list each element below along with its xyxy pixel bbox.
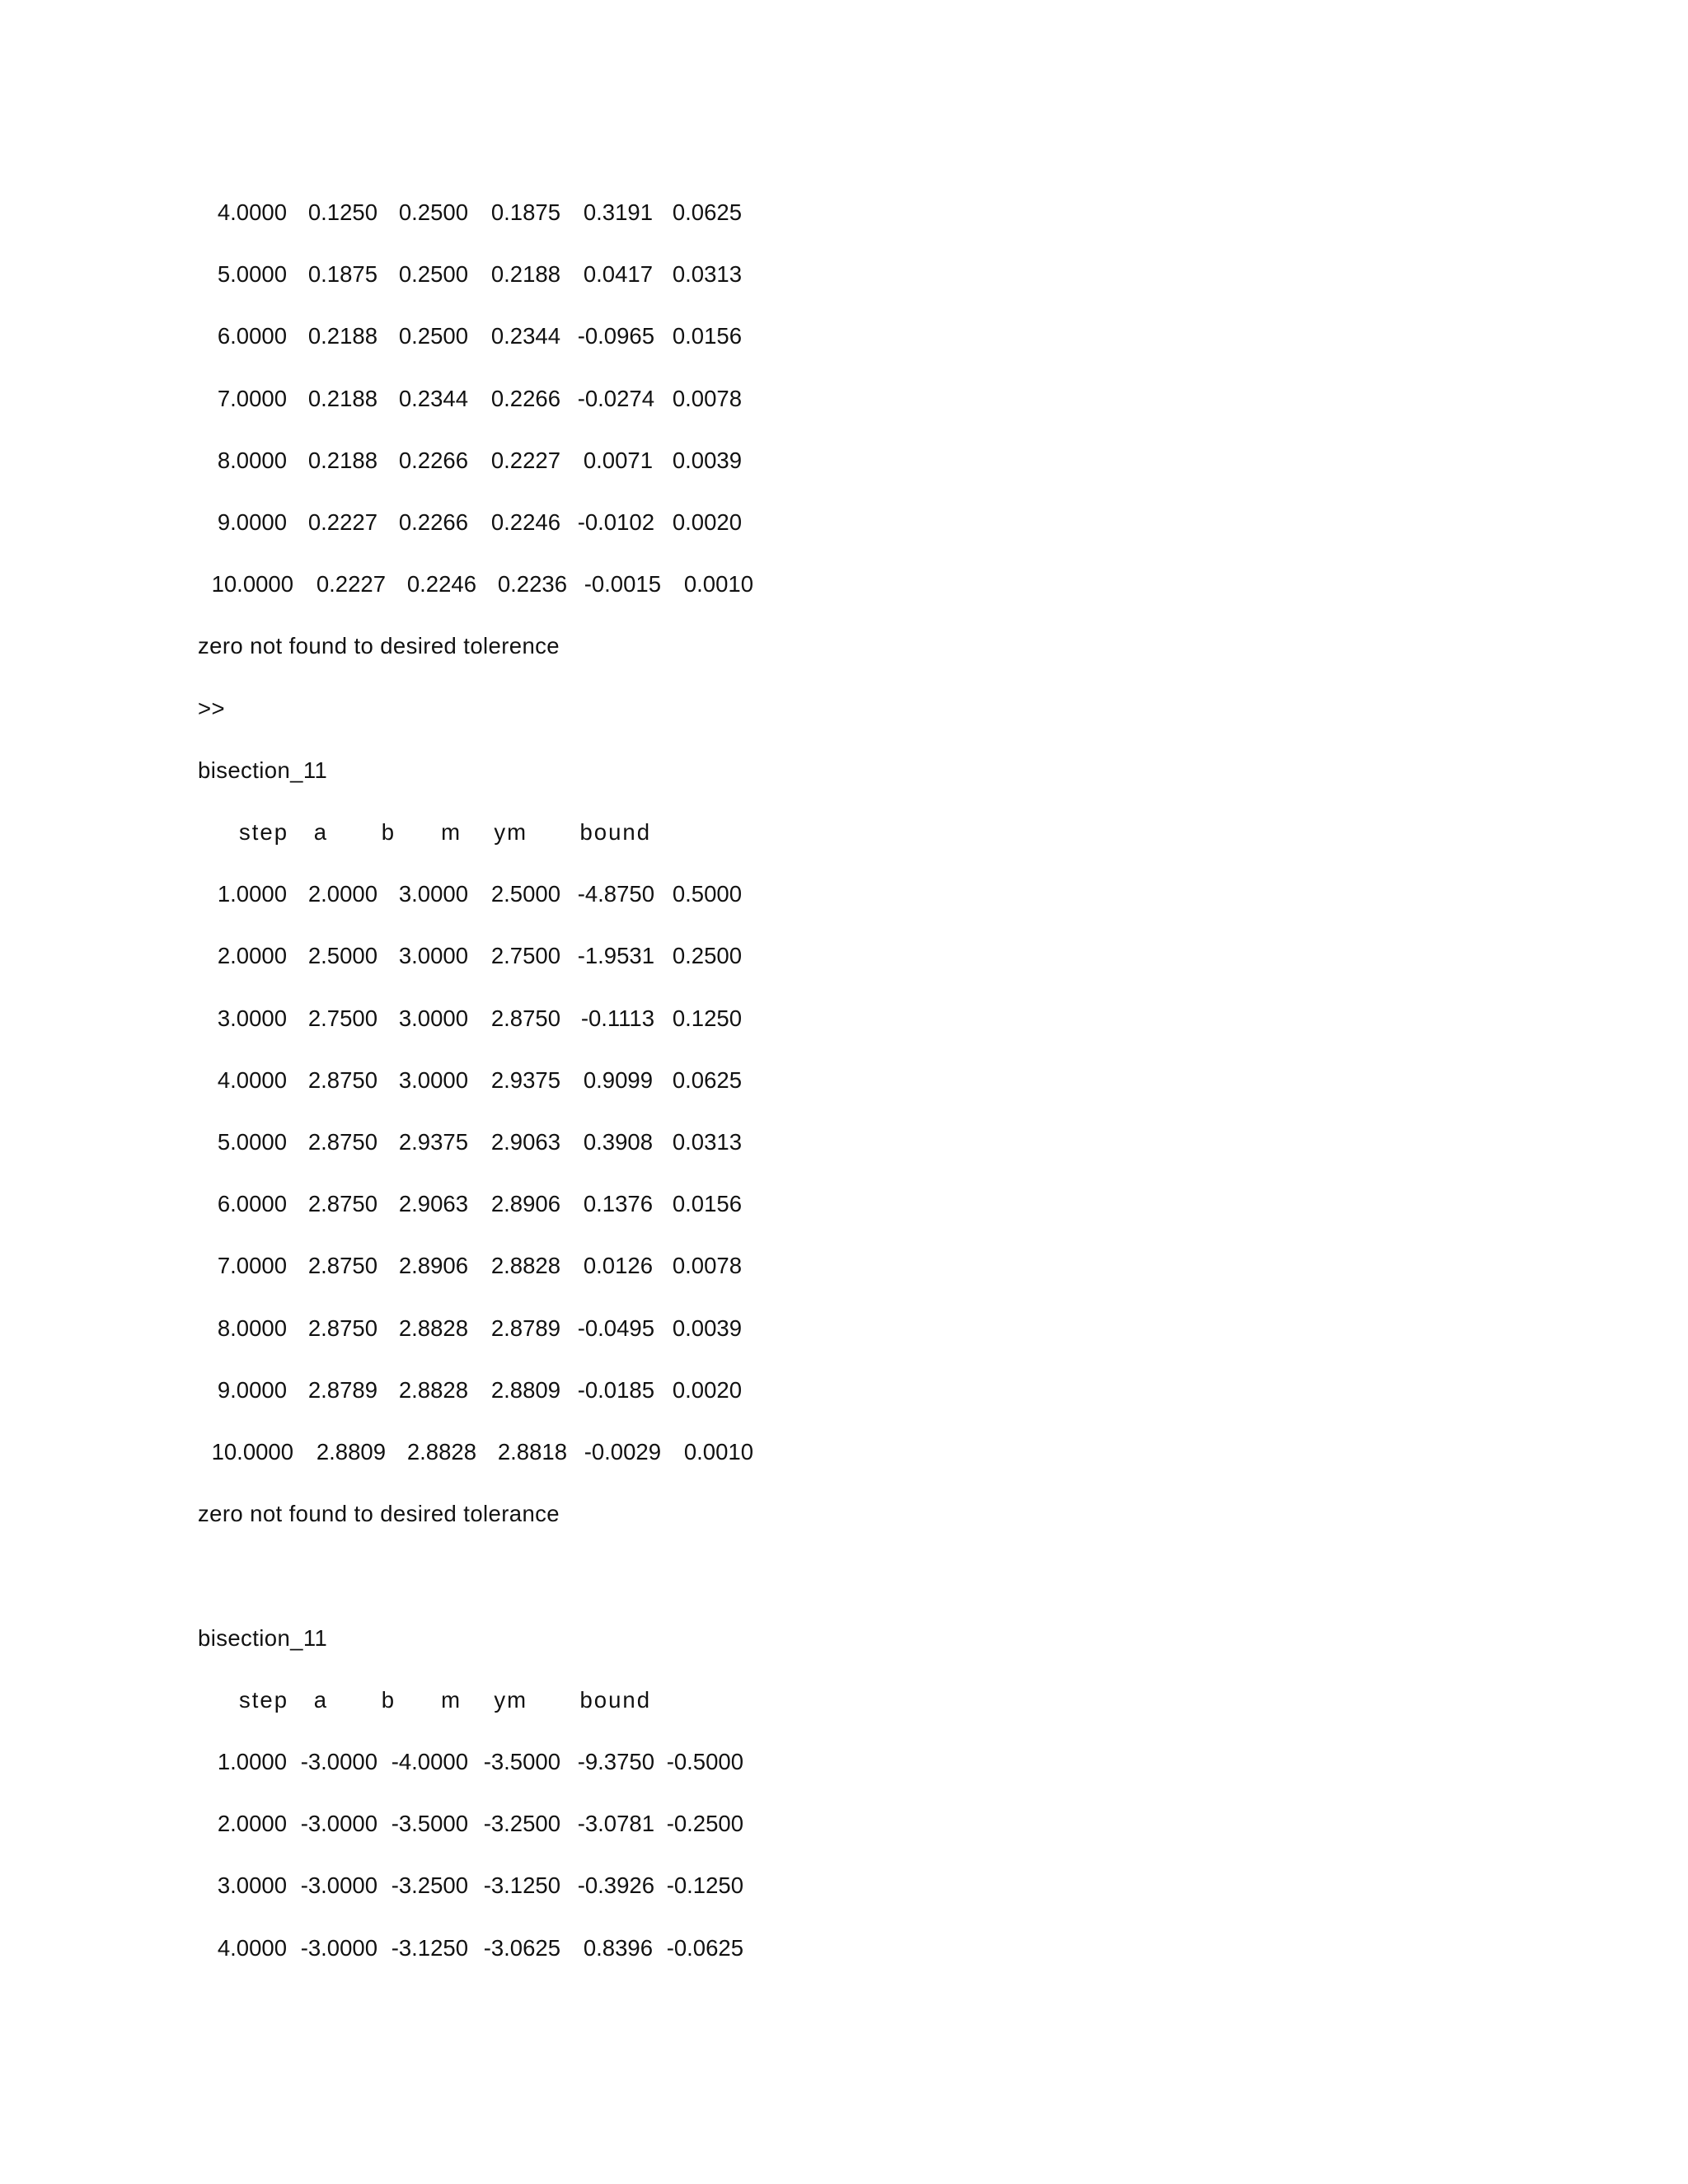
message-line: zero not found to desired tolerence — [198, 633, 560, 659]
column-header-bound: bound — [579, 1686, 651, 1713]
table-cell: 2.8809 — [316, 1439, 386, 1465]
table-row — [0, 1929, 1688, 1968]
table-cell: 2.8809 — [490, 1376, 560, 1403]
column-header-a: a — [313, 1686, 328, 1713]
table-cell: 9.0000 — [217, 1376, 287, 1403]
table-row — [0, 1122, 1688, 1162]
table-cell: 0.0126 — [583, 1253, 653, 1279]
column-header-a: a — [313, 819, 328, 845]
table-cell: -0.0965 — [577, 323, 654, 349]
table-row — [0, 1184, 1688, 1224]
table-row — [0, 255, 1688, 294]
table-cell: -0.1250 — [666, 1872, 743, 1899]
table-cell: 0.2188 — [490, 261, 560, 288]
table-cell: 2.5000 — [490, 881, 560, 907]
table-cell: 2.8750 — [307, 1066, 377, 1093]
table-cell: 0.9099 — [583, 1066, 653, 1093]
table-cell: -3.2500 — [391, 1872, 468, 1899]
table-cell: 0.2188 — [307, 323, 377, 349]
table-cell: 2.9375 — [490, 1066, 560, 1093]
table-cell: -0.0274 — [577, 385, 654, 411]
table-row — [0, 936, 1688, 976]
table-cell: 2.8828 — [490, 1253, 560, 1279]
table-cell: 2.8750 — [307, 1191, 377, 1217]
table-header-row — [0, 1680, 1688, 1720]
table-cell: 2.8906 — [398, 1253, 468, 1279]
table-cell: 0.2500 — [672, 943, 742, 969]
table-cell: -0.1113 — [580, 1005, 654, 1031]
table-row — [0, 441, 1688, 480]
command-line: bisection_11 — [198, 1624, 328, 1651]
table-cell: -0.0015 — [584, 571, 661, 598]
table-cell: 0.2500 — [398, 261, 468, 288]
table-cell: -0.0185 — [577, 1376, 654, 1403]
table-cell: 0.2246 — [406, 571, 476, 598]
table-cell: 10.0000 — [211, 1439, 293, 1465]
table-header-row — [0, 813, 1688, 852]
table-row — [0, 1061, 1688, 1100]
table-row — [0, 1432, 1688, 1472]
table-cell: 0.2344 — [490, 323, 560, 349]
table-cell: -0.2500 — [666, 1811, 743, 1837]
table-cell: 3.0000 — [217, 1872, 287, 1899]
table-cell: -9.3750 — [577, 1749, 654, 1774]
table-cell: 2.8750 — [307, 1129, 377, 1155]
prompt-line: >> — [198, 695, 225, 721]
table-cell: 0.2344 — [398, 385, 468, 411]
table-cell: 0.0020 — [672, 509, 742, 535]
table-row — [0, 503, 1688, 542]
table-cell: 0.5000 — [672, 881, 742, 907]
table-cell: 3.0000 — [398, 1066, 468, 1093]
table-cell: 2.7500 — [307, 1005, 377, 1031]
table-row — [0, 1742, 1688, 1782]
table-cell: 2.0000 — [217, 943, 287, 969]
table-cell: 0.2227 — [316, 571, 386, 598]
table-cell: 0.0078 — [672, 1253, 742, 1279]
table-cell: 0.0010 — [683, 1439, 753, 1465]
table-row — [0, 874, 1688, 914]
table-cell: -0.5000 — [666, 1749, 743, 1774]
table-cell: 1.0000 — [217, 1749, 287, 1774]
table-cell: 0.0020 — [672, 1376, 742, 1403]
column-header-b: b — [381, 1686, 396, 1713]
table-cell: -0.0625 — [666, 1934, 743, 1961]
table-cell: -3.5000 — [391, 1811, 468, 1837]
table-row — [0, 1309, 1688, 1348]
table-row — [0, 1246, 1688, 1286]
table-cell: 6.0000 — [217, 323, 287, 349]
column-header-m: m — [441, 1686, 462, 1713]
table-row — [0, 999, 1688, 1038]
column-header-m: m — [441, 819, 462, 845]
table-cell: -3.2500 — [483, 1811, 560, 1837]
table-cell: 0.3908 — [583, 1129, 653, 1155]
table-cell: 0.2266 — [490, 385, 560, 411]
table-cell: 2.8750 — [307, 1315, 377, 1341]
table-cell: 7.0000 — [217, 1253, 287, 1279]
table-cell: 0.0010 — [683, 571, 753, 598]
table-cell: 0.0625 — [672, 199, 742, 225]
table-row — [0, 193, 1688, 232]
table-cell: 2.0000 — [217, 1811, 287, 1837]
table-cell: 4.0000 — [217, 1066, 287, 1093]
table-cell: 0.0313 — [672, 261, 742, 288]
table-cell: 3.0000 — [398, 943, 468, 969]
table-cell: -3.0781 — [577, 1811, 654, 1837]
table-cell: 0.0039 — [672, 1315, 742, 1341]
table-cell: 2.8750 — [307, 1253, 377, 1279]
table-cell: 0.0156 — [672, 1191, 742, 1217]
table-cell: -1.9531 — [577, 943, 654, 969]
table-cell: 2.8789 — [490, 1315, 560, 1341]
table-cell: 2.8828 — [398, 1376, 468, 1403]
table-cell: -0.0102 — [577, 509, 654, 535]
table-cell: 2.9063 — [490, 1129, 560, 1155]
table-cell: 2.8789 — [307, 1376, 377, 1403]
table-cell: 2.9063 — [398, 1191, 468, 1217]
table-cell: 0.2188 — [307, 385, 377, 411]
column-header-ym: ym — [494, 1686, 528, 1713]
table-cell: 8.0000 — [217, 447, 287, 473]
table-cell: 0.0313 — [672, 1129, 742, 1155]
table-cell: 7.0000 — [217, 385, 287, 411]
column-header-ym: ym — [494, 819, 528, 845]
column-header-step: step — [239, 819, 288, 845]
table-cell: 0.0039 — [672, 447, 742, 473]
column-header-step: step — [239, 1686, 288, 1713]
table-cell: 0.2188 — [307, 447, 377, 473]
table-cell: -3.0000 — [300, 1872, 377, 1899]
table-cell: 2.9375 — [398, 1129, 468, 1155]
table-cell: 2.0000 — [307, 881, 377, 907]
table-row — [0, 1371, 1688, 1410]
message-line: zero not found to desired tolerance — [198, 1501, 560, 1527]
table-cell: 0.2227 — [490, 447, 560, 473]
column-header-b: b — [381, 819, 396, 845]
table-cell: 0.1376 — [583, 1191, 653, 1217]
table-cell: -0.0029 — [584, 1439, 661, 1465]
column-header-bound: bound — [579, 819, 651, 845]
table-cell: 5.0000 — [217, 261, 287, 288]
table-cell: 9.0000 — [217, 509, 287, 535]
table-cell: -0.3926 — [577, 1872, 654, 1899]
command-line: bisection_11 — [198, 757, 328, 783]
table-cell: 0.2500 — [398, 323, 468, 349]
table-cell: 0.0078 — [672, 385, 742, 411]
table-cell: 4.0000 — [217, 1934, 287, 1961]
table-row — [0, 1866, 1688, 1905]
table-cell: 0.2246 — [490, 509, 560, 535]
table-cell: 2.5000 — [307, 943, 377, 969]
table-cell: 3.0000 — [217, 1005, 287, 1031]
table-cell: 0.3191 — [583, 199, 653, 225]
table-row — [0, 565, 1688, 604]
table-cell: -3.5000 — [483, 1749, 560, 1774]
table-cell: 1.0000 — [217, 881, 287, 907]
table-cell: 10.0000 — [211, 571, 293, 598]
table-cell: 0.0625 — [672, 1066, 742, 1093]
table-cell: -3.1250 — [483, 1872, 560, 1899]
table-row — [0, 379, 1688, 419]
table-cell: 2.8906 — [490, 1191, 560, 1217]
table-cell: 0.8396 — [583, 1934, 653, 1961]
table-cell: 0.2236 — [497, 571, 567, 598]
table-cell: -3.0000 — [300, 1934, 377, 1961]
table-cell: 0.1250 — [307, 199, 377, 225]
table-cell: 5.0000 — [217, 1129, 287, 1155]
table-cell: -4.8750 — [577, 881, 654, 907]
table-cell: -0.0495 — [577, 1315, 654, 1341]
table-cell: 0.1875 — [490, 199, 560, 225]
table-cell: 4.0000 — [217, 199, 287, 225]
table-cell: 2.8818 — [497, 1439, 567, 1465]
table-cell: 0.0071 — [583, 447, 653, 473]
table-cell: 0.2266 — [398, 509, 468, 535]
table-cell: 0.0156 — [672, 323, 742, 349]
table-row — [0, 316, 1688, 356]
table-cell: 0.1250 — [672, 1005, 742, 1031]
table-row — [0, 1804, 1688, 1844]
table-cell: 3.0000 — [398, 1005, 468, 1031]
table-cell: 0.2227 — [307, 509, 377, 535]
table-cell: 0.2266 — [398, 447, 468, 473]
table-cell: 3.0000 — [398, 881, 468, 907]
table-cell: -4.0000 — [391, 1749, 468, 1774]
table-cell: 0.1875 — [307, 261, 377, 288]
table-cell: 2.8750 — [490, 1005, 560, 1031]
table-cell: -3.0000 — [300, 1749, 377, 1774]
table-cell: 2.8828 — [398, 1315, 468, 1341]
table-cell: 6.0000 — [217, 1191, 287, 1217]
table-cell: -3.1250 — [391, 1934, 468, 1961]
table-cell: -3.0625 — [483, 1934, 560, 1961]
table-cell: 0.0417 — [583, 261, 653, 288]
table-cell: -3.0000 — [300, 1811, 377, 1837]
table-cell: 0.2500 — [398, 199, 468, 225]
table-cell: 8.0000 — [217, 1315, 287, 1341]
table-cell: 2.8828 — [406, 1439, 476, 1465]
table-cell: 2.7500 — [490, 943, 560, 969]
